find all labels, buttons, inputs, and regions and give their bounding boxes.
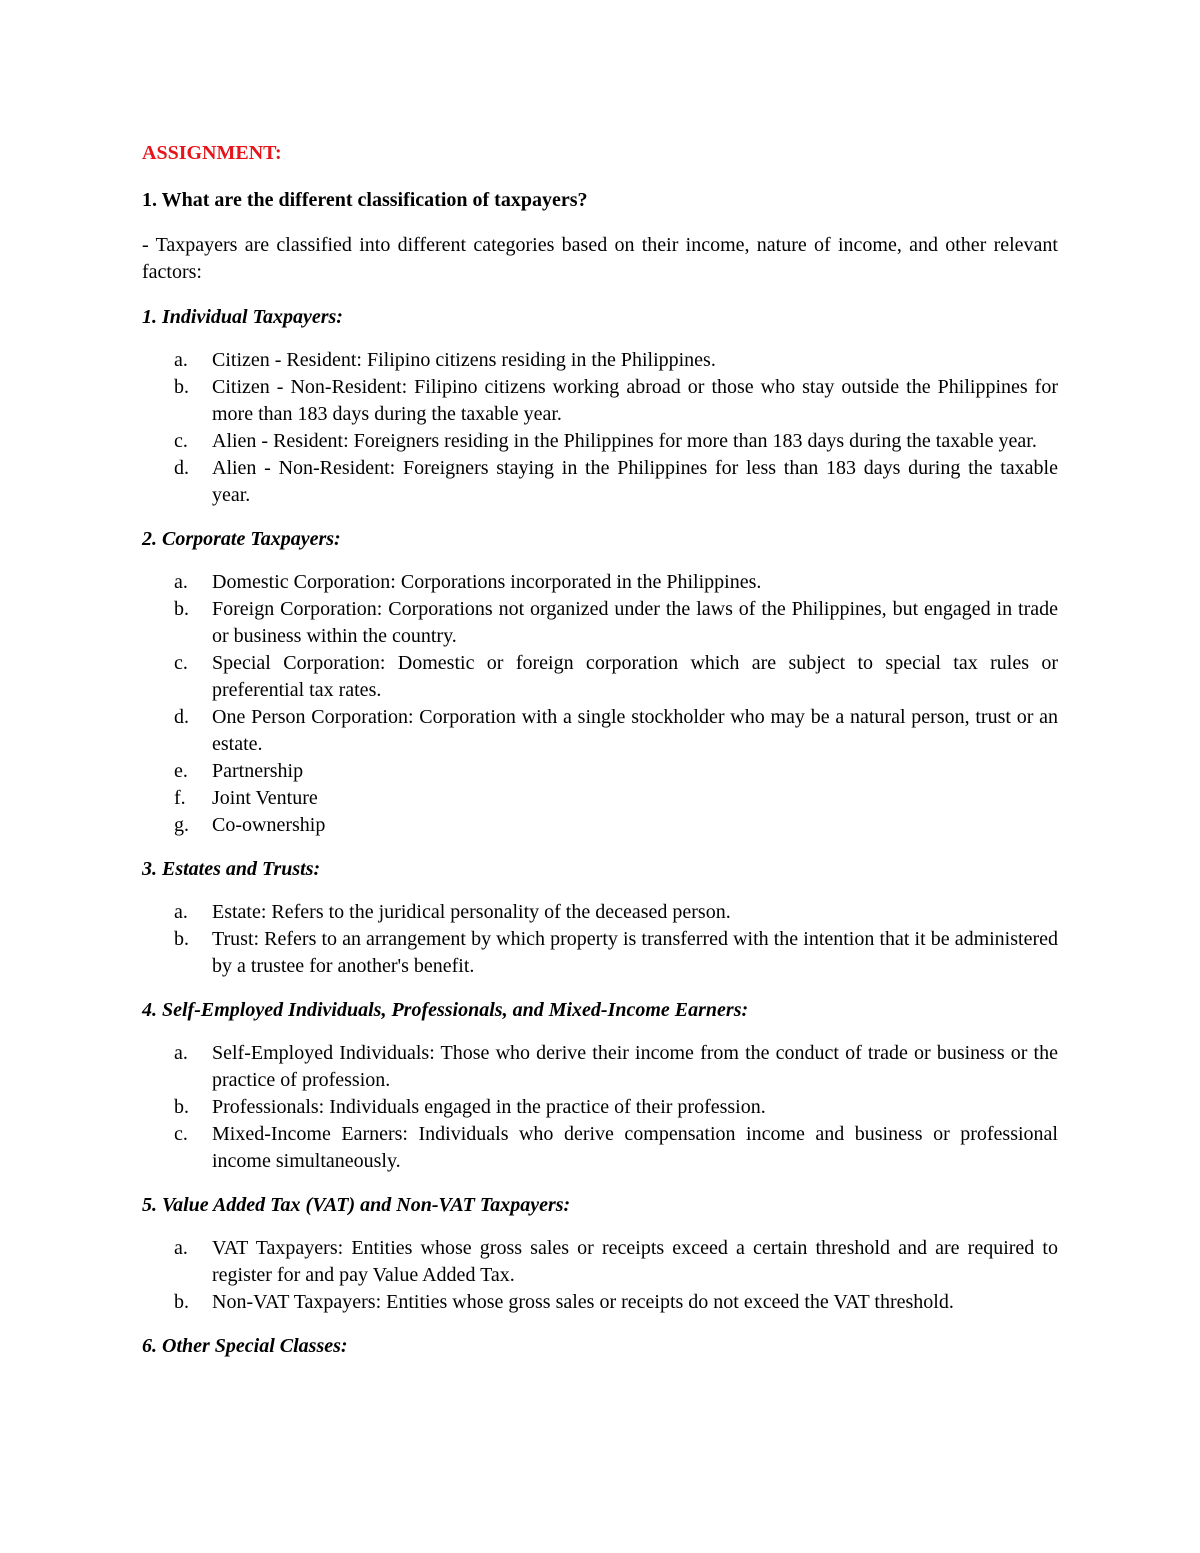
list-item <box>142 1235 1058 1289</box>
list-item-letter: g. <box>174 814 189 836</box>
section-title-1-individual-taxpayers: 1. Individual Taxpayers: <box>142 306 343 328</box>
list-item <box>142 1094 1058 1121</box>
list-item-text: Alien - Resident: Foreigners residing in the Philippines for more than 183 days during the taxable year. <box>212 430 1037 452</box>
list-item <box>142 1121 1058 1175</box>
list-item-text: Domestic Corporation: Corporations incorporated in the Philippines. <box>212 571 762 593</box>
list-item-letter: a. <box>174 1237 188 1259</box>
list-item <box>142 596 1058 650</box>
list-item-letter: b. <box>174 598 189 620</box>
list-item <box>142 374 1058 428</box>
list-item <box>142 758 1058 785</box>
list-item <box>142 455 1058 509</box>
list-item-text: Trust: Refers to an arrangement by which property is transferred with the intention that it be administered by a trustee for another's benefit. <box>212 928 1058 977</box>
list-item-text: Partnership <box>212 760 304 782</box>
section-title-3-estates-and-trusts: 3. Estates and Trusts: <box>142 858 321 880</box>
section-list <box>142 1040 1058 1175</box>
list-item-letter: c. <box>174 430 188 452</box>
list-item-letter: a. <box>174 349 188 371</box>
intro-paragraph: - Taxpayers are classified into different categories based on their income, nature of income, and other relevant factors: <box>142 234 1058 283</box>
section-title-5-value-added-tax-vat-and-non-vat-taxpayers: 5. Value Added Tax (VAT) and Non-VAT Taxpayers: <box>142 1194 571 1216</box>
list-item-letter: a. <box>174 571 188 593</box>
sections-container <box>142 304 1058 1360</box>
list-item <box>142 569 1058 596</box>
section-list <box>142 899 1058 980</box>
list-item <box>142 812 1058 839</box>
assignment-heading: ASSIGNMENT: <box>142 142 282 164</box>
list-item-letter: b. <box>174 376 189 398</box>
list-item-text: Self-Employed Individuals: Those who derive their income from the conduct of trade or business or the practice of profession. <box>212 1042 1058 1091</box>
section-title-6-other-special-classes: 6. Other Special Classes: <box>142 1335 348 1357</box>
list-item <box>142 1289 1058 1316</box>
list-item <box>142 1040 1058 1094</box>
section-list <box>142 569 1058 839</box>
list-item-text: Special Corporation: Domestic or foreign corporation which are subject to special tax rules or preferential tax rates. <box>212 652 1058 701</box>
list-item <box>142 650 1058 704</box>
list-item-text: VAT Taxpayers: Entities whose gross sales or receipts exceed a certain threshold and are required to register for and pay Value Added Tax. <box>212 1237 1058 1286</box>
question-title: 1. What are the different classification of taxpayers? <box>142 189 588 211</box>
list-item-letter: b. <box>174 928 189 950</box>
list-item <box>142 704 1058 758</box>
list-item-letter: c. <box>174 652 188 674</box>
list-item-letter: c. <box>174 1123 188 1145</box>
list-item-letter: e. <box>174 760 188 782</box>
list-item-text: Citizen - Non-Resident: Filipino citizens working abroad or those who stay outside the Philippines for more than 183 days during the taxable year. <box>212 376 1058 425</box>
section-title-4-self-employed-individuals-professionals-and-mixed-income-earners: 4. Self-Employed Individuals, Professionals, and Mixed-Income Earners: <box>142 999 749 1021</box>
section-title-2-corporate-taxpayers: 2. Corporate Taxpayers: <box>142 528 341 550</box>
list-item-text: Co-ownership <box>212 814 326 836</box>
list-item-text: Professionals: Individuals engaged in the practice of their profession. <box>212 1096 766 1118</box>
list-item-text: One Person Corporation: Corporation with a single stockholder who may be a natural person, trust or an estate. <box>212 706 1058 755</box>
list-item-text: Non-VAT Taxpayers: Entities whose gross sales or receipts do not exceed the VAT threshold. <box>212 1291 954 1313</box>
list-item-letter: b. <box>174 1291 189 1313</box>
list-item <box>142 347 1058 374</box>
section-list <box>142 1235 1058 1316</box>
list-item-text: Foreign Corporation: Corporations not organized under the laws of the Philippines, but engaged in trade or business within the country. <box>212 598 1058 647</box>
list-item-letter: d. <box>174 706 189 728</box>
list-item-letter: f. <box>174 787 186 809</box>
list-item <box>142 428 1058 455</box>
list-item-text: Mixed-Income Earners: Individuals who derive compensation income and business or professional income simultaneously. <box>212 1123 1058 1172</box>
list-item <box>142 899 1058 926</box>
list-item-text: Citizen - Resident: Filipino citizens residing in the Philippines. <box>212 349 716 371</box>
document-page <box>142 140 1058 1376</box>
list-item-letter: d. <box>174 457 189 479</box>
list-item-text: Estate: Refers to the juridical personality of the deceased person. <box>212 901 731 923</box>
list-item-text: Alien - Non-Resident: Foreigners staying in the Philippines for less than 183 days during the taxable year. <box>212 457 1058 506</box>
list-item-letter: a. <box>174 1042 188 1064</box>
list-item <box>142 785 1058 812</box>
list-item-text: Joint Venture <box>212 787 318 809</box>
section-list <box>142 347 1058 509</box>
list-item-letter: a. <box>174 901 188 923</box>
list-item-letter: b. <box>174 1096 189 1118</box>
list-item <box>142 926 1058 980</box>
